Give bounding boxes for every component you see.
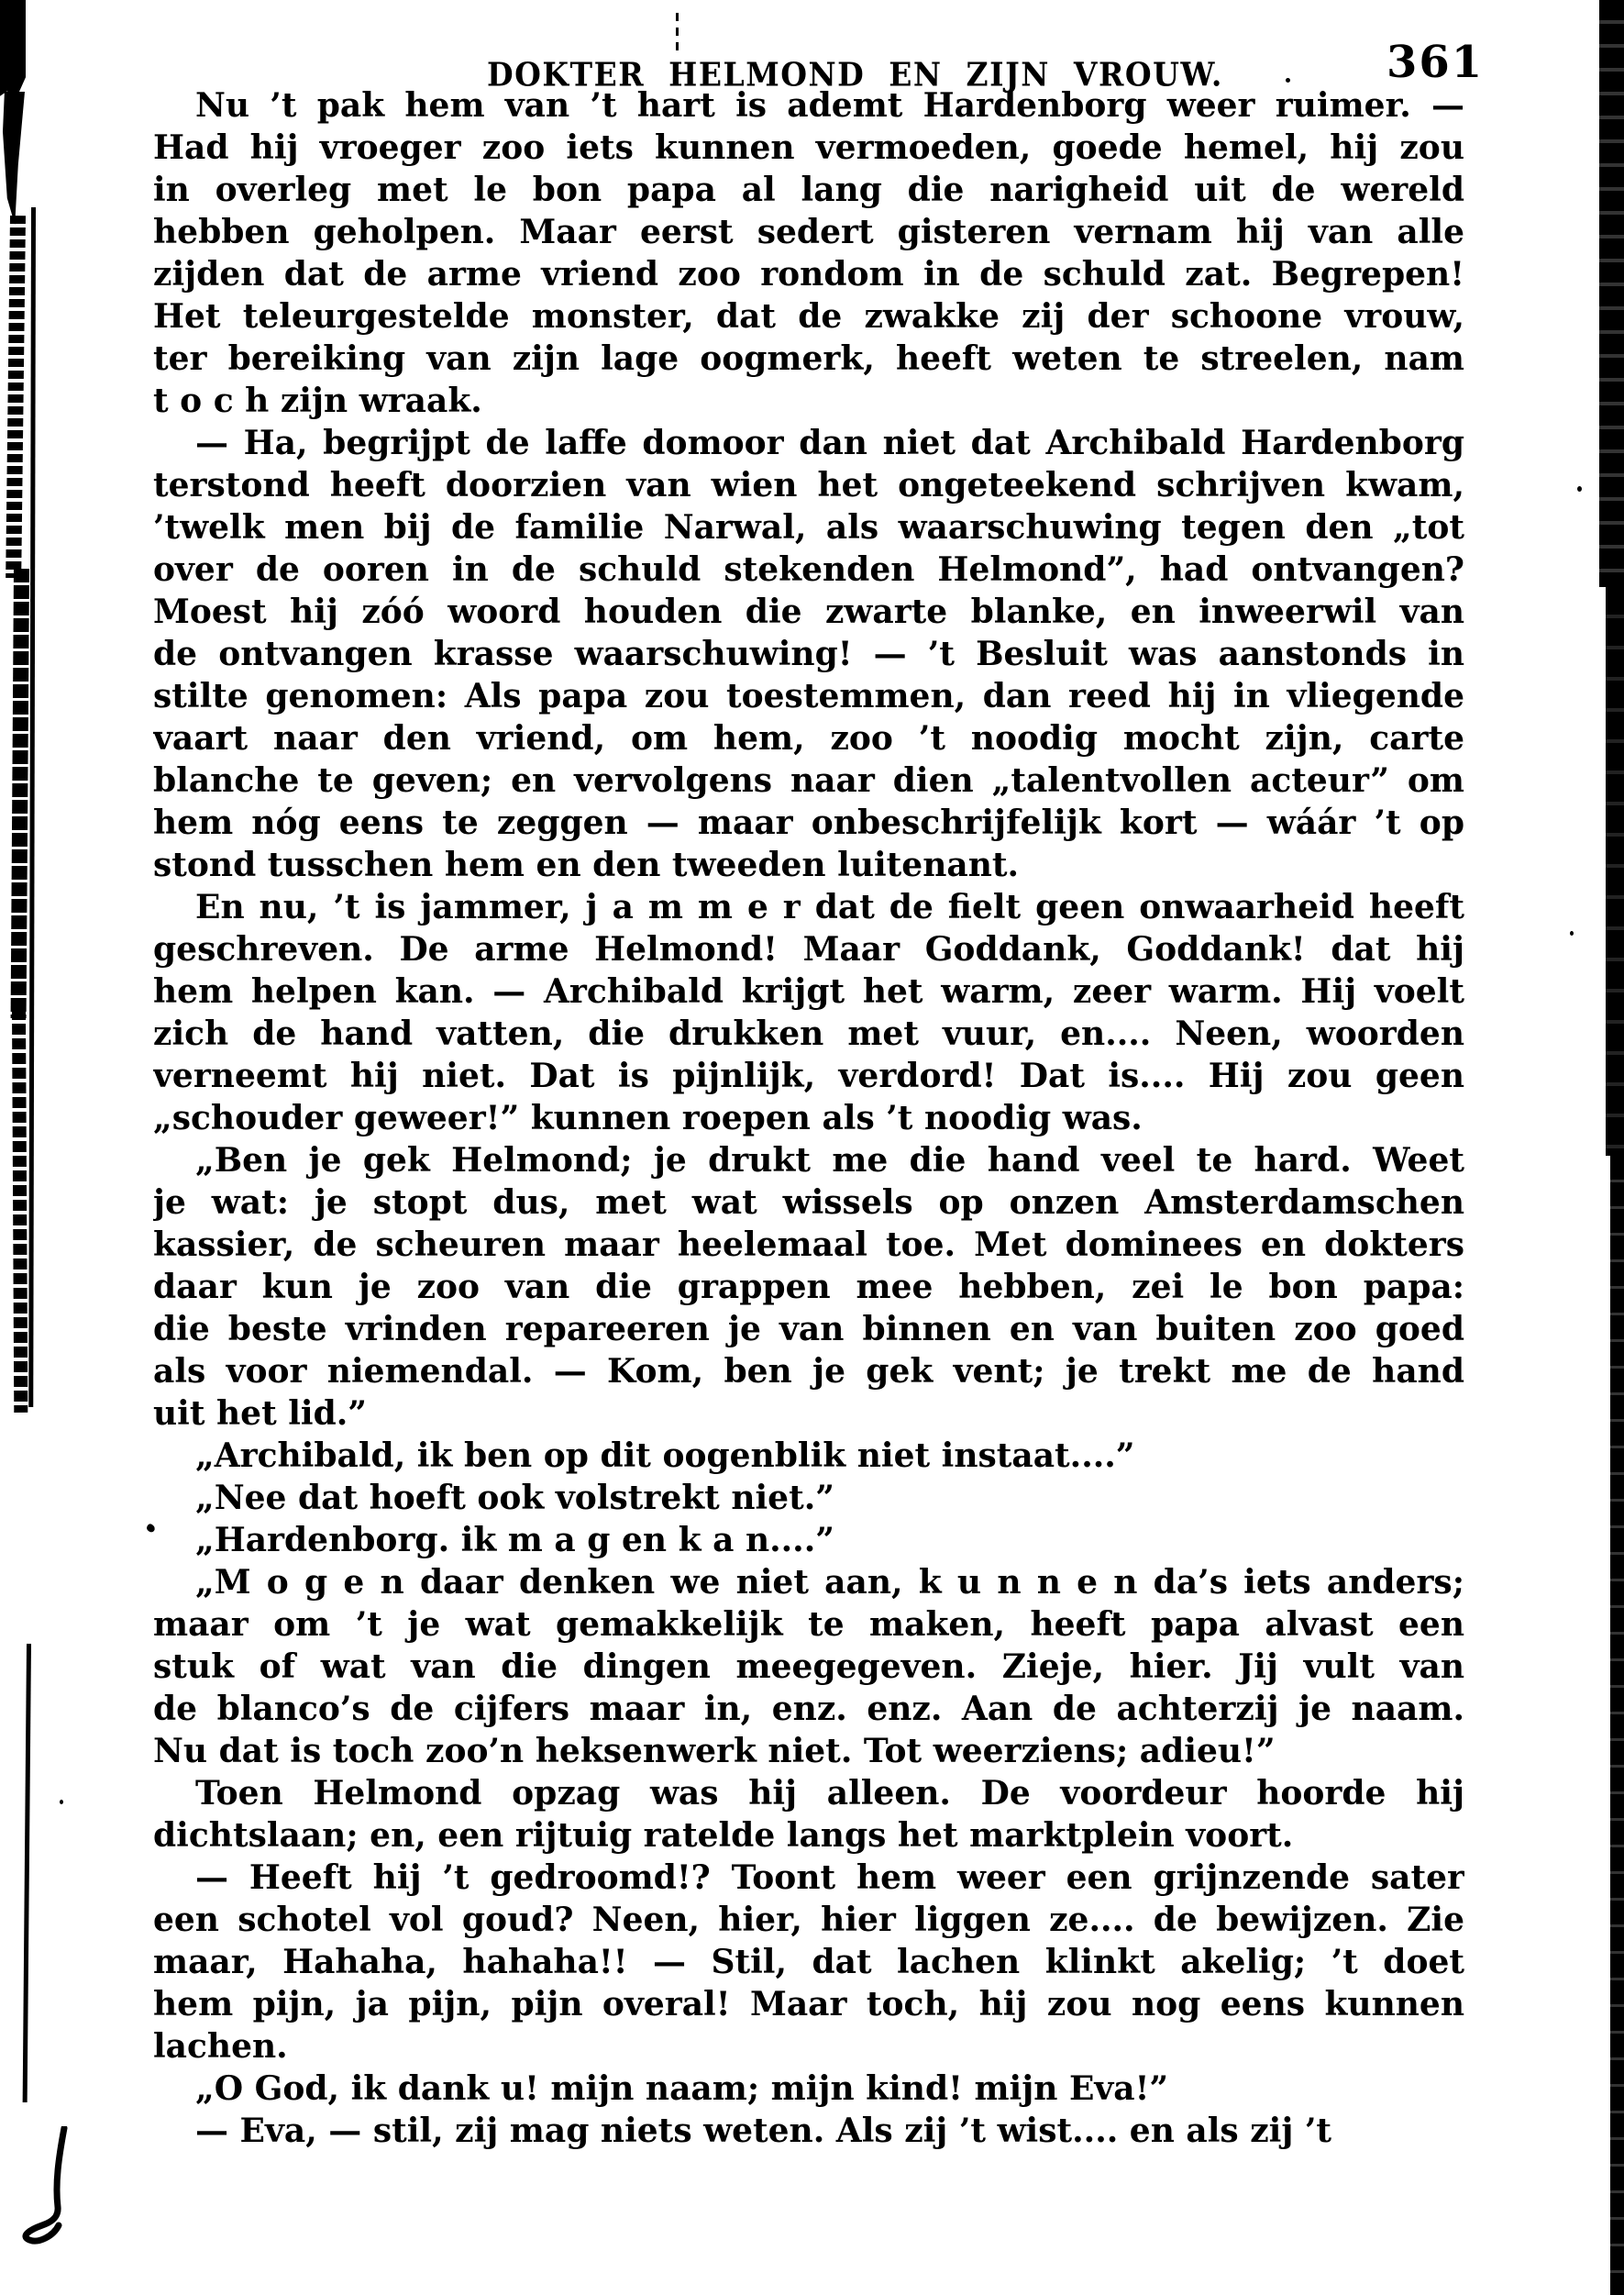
- text-line: vaart naar den vriend, om hem, zoo ’t noodig mocht zijn, carte: [153, 719, 1464, 758]
- scan-artifact-right-edge: [1599, 0, 1624, 587]
- text-line: „Hardenborg. ik m a g en k a n....”: [195, 1521, 834, 1559]
- paragraph: [153, 1435, 1464, 1477]
- text-line: maar, Hahaha, hahaha!! — Stil, dat lachen klinkt akelig; ’t doet: [153, 1943, 1464, 1981]
- scan-artifact-right-edge: [1610, 1156, 1624, 2295]
- text-line: „M o g e n daar denken we niet aan, k u n n e n da’s iets anders;: [195, 1563, 1464, 1602]
- text-line: je wat: je stopt dus, met wat wissels op onzen Amsterdamschen: [153, 1183, 1464, 1222]
- text-line: hem helpen kan. — Archibald krijgt het warm, zeer warm. Hij voelt: [153, 972, 1464, 1011]
- text-line: als voor niemendal. — Kom, ben je gek vent; je trekt me de hand: [153, 1352, 1464, 1391]
- text-line: de ontvangen krasse waarschuwing! — ’t Besluit was aanstonds in: [153, 635, 1464, 673]
- scan-artifact-left-edge-taper: [3, 92, 25, 225]
- text-line: „Nee dat hoeft ook volstrekt niet.”: [195, 1479, 834, 1517]
- text-line: stuk of wat van die dingen meegegeven. Zieje, hier. Jij vult van: [153, 1647, 1464, 1686]
- scan-artifact-left-edge-strip: [11, 569, 29, 1018]
- scan-artifact-pen-mark: [17, 2126, 108, 2245]
- paragraph: [153, 2068, 1464, 2110]
- text-line: zich de hand vatten, die drukken met vuur, en.... Neen, woorden: [153, 1014, 1464, 1053]
- paragraph: [153, 1772, 1464, 1857]
- scan-artifact-left-edge-top: [0, 0, 26, 99]
- scan-speckle: [1577, 486, 1582, 492]
- text-line: die beste vrinden repareeren je van binnen en van buiten zoo goed: [153, 1310, 1464, 1348]
- paragraph: [153, 1519, 1464, 1561]
- paragraph: [153, 886, 1464, 1139]
- text-line: t o c h zijn wraak.: [153, 382, 482, 420]
- text-line: stilte genomen: Als papa zou toestemmen, dan reed hij in vliegende: [153, 677, 1464, 715]
- scan-speckle: [1286, 78, 1290, 83]
- text-line: kassier, de scheuren maar heelemaal toe. Met dominees en dokters: [153, 1225, 1464, 1264]
- paragraph: [153, 1139, 1464, 1435]
- text-line: de blanco’s de cijfers maar in, enz. enz. Aan de achterzij je naam.: [153, 1690, 1464, 1728]
- text-line: — Heeft hij ’t gedroomd!? Toont hem weer een grijnzende sater: [195, 1858, 1464, 1897]
- text-line: blanche te geven; en vervolgens naar dien „talentvollen acteur” om: [153, 761, 1464, 800]
- text-line: uit het lid.”: [153, 1394, 368, 1433]
- scan-artifact-left-edge-strip: [6, 216, 26, 578]
- text-line: daar kun je zoo van die grappen mee hebben, zei le bon papa:: [153, 1268, 1464, 1306]
- running-title: DOKTER HELMOND EN ZIJN VROUW.: [487, 55, 1223, 94]
- text-line: dichtslaan; en, een rijtuig ratelde langs het marktplein voort.: [153, 1816, 1294, 1855]
- text-line: hem nóg eens te zeggen — maar onbeschrijfelijk kort — wáár ’t op: [153, 804, 1464, 842]
- text-line: over de ooren in de schuld stekenden Helmond”, had ontvangen?: [153, 550, 1464, 589]
- text-line: „O God, ik dank u! mijn naam; mijn kind! mijn Eva!”: [195, 2069, 1169, 2108]
- page-number: 361: [1386, 37, 1485, 88]
- text-line: — Eva, — stil, zij mag niets weten. Als zij ’t wist.... en als zij ’t: [195, 2112, 1332, 2150]
- text-line: Nu dat is toch zoo’n heksenwerk niet. Tot weerziens; adieu!”: [153, 1732, 1276, 1770]
- text-line: hebben geholpen. Maar eerst sedert gisteren vernam hij van alle: [153, 213, 1464, 251]
- text-line: Toen Helmond opzag was hij alleen. De voordeur hoorde hij: [195, 1774, 1464, 1813]
- text-line: lachen.: [153, 2027, 288, 2066]
- text-line: Nu ’t pak hem van ’t hart is ademt Hardenborg weer ruimer. —: [195, 86, 1464, 125]
- scan-artifact-right-edge: [1606, 587, 1624, 1156]
- text-line: verneemt hij niet. Dat is pijnlijk, verdord! Dat is.... Hij zou geen: [153, 1057, 1464, 1095]
- text-line: „Archibald, ik ben op dit oogenblik niet instaat....”: [195, 1436, 1135, 1475]
- text-line: ’twelk men bij de familie Narwal, als waarschuwing tegen den „tot: [153, 508, 1464, 547]
- text-line: — Ha, begrijpt de laffe domoor dan niet dat Archibald Hardenborg: [195, 424, 1464, 462]
- scan-speckle: [1570, 931, 1574, 936]
- text-line: terstond heeft doorzien van wien het ongeteekend schrijven kwam,: [153, 466, 1464, 504]
- text-line: „schouder geweer!” kunnen roepen als ’t noodig was.: [153, 1099, 1143, 1137]
- text-line: stond tusschen hem en den tweeden luitenant.: [153, 846, 1020, 884]
- text-line: Had hij vroeger zoo iets kunnen vermoeden, goede hemel, hij zou: [153, 128, 1464, 167]
- text-line: „Ben je gek Helmond; je drukt me die hand veel te hard. Weet: [195, 1141, 1464, 1180]
- scan-speckle: [60, 1800, 63, 1804]
- paragraph: [153, 1477, 1464, 1519]
- paragraph: [153, 1857, 1464, 2068]
- paragraph: [153, 84, 1464, 422]
- paragraph: [153, 2110, 1464, 2152]
- text-line: Moest hij zóó woord houden die zwarte blanke, en inweerwil van: [153, 593, 1464, 631]
- text-line: een schotel vol goud? Neen, hier, hier liggen ze.... de bewijzen. Zie: [153, 1901, 1464, 1939]
- text-line: maar om ’t je wat gemakkelijk te maken, heeft papa alvast een: [153, 1605, 1464, 1644]
- text-line: zijden dat de arme vriend zoo rondom in de schuld zat. Begrepen!: [153, 255, 1464, 294]
- scan-artifact-top-dash: [676, 13, 679, 55]
- paragraph: [153, 422, 1464, 886]
- text-line: Het teleurgestelde monster, dat de zwakke zij der schoone vrouw,: [153, 297, 1464, 336]
- text-line: hem pijn, ja pijn, pijn overal! Maar toch, hij zou nog eens kunnen: [153, 1985, 1464, 2023]
- text-line: ter bereiking van zijn lage oogmerk, heeft weten te streelen, nam: [153, 339, 1464, 378]
- text-line: geschreven. De arme Helmond! Maar Goddank, Goddank! dat hij: [153, 930, 1464, 969]
- paragraph: [153, 1561, 1464, 1772]
- scan-artifact-left-edge-strip: [12, 1009, 28, 1413]
- text-line: in overleg met le bon papa al lang die narigheid uit de wereld: [153, 171, 1464, 209]
- text-block: [153, 84, 1464, 2152]
- text-line: En nu, ’t is jammer, j a m m e r dat de fielt geen onwaarheid heeft: [195, 888, 1464, 926]
- scan-artifact-left-line: [23, 1644, 31, 2102]
- scan-artifact-left-line: [28, 207, 36, 1407]
